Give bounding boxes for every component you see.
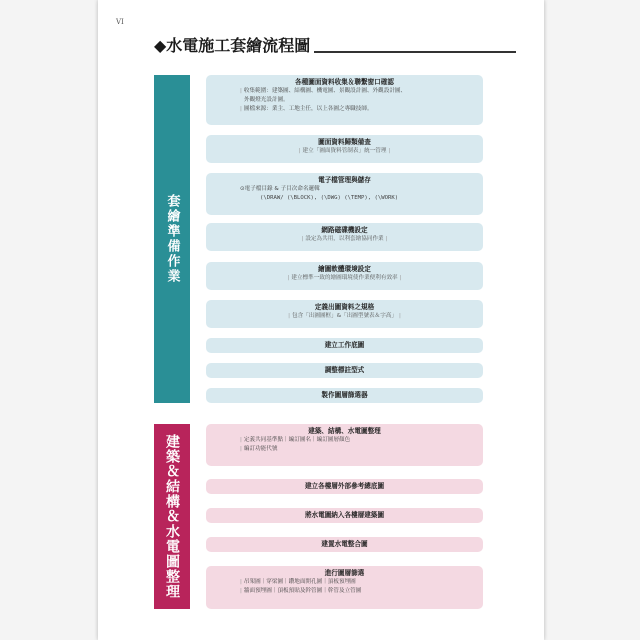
step-note: | 設定為共用，以利套繪協同作業 | (301, 236, 387, 242)
title-underline (314, 51, 516, 53)
step-software-setup (206, 262, 483, 290)
step-line: | 定義共同基準點｜編訂圖名｜編訂圖層顏色 (212, 436, 477, 445)
step-line: | 牆面預埋圖｜頂板預貼及幹管圖｜幹管及立管圖 (212, 587, 477, 596)
step-note: | 包含「出圖圖框」&「出圖型號表＆字高」 | (288, 313, 401, 319)
section-label-preparation: 套繪準備作業 (164, 194, 180, 284)
step-integrated-drawing (206, 537, 483, 552)
step-file-management (206, 173, 483, 215)
step-organize-drawings (206, 424, 483, 466)
step-title: 各種圖面資料收集＆聯繫窗口確認 (295, 78, 394, 86)
step-title: 將水電圖納入各樓層建築圖 (304, 511, 385, 519)
step-title: 建立工作底圖 (324, 341, 365, 349)
step-collect-drawings (206, 75, 483, 125)
step-base-drawing (206, 338, 483, 353)
step-title: 建立各樓層外部參考總底圖 (304, 482, 385, 490)
step-title: 圖面資料歸類備查 (318, 138, 371, 146)
page-number: VI (116, 18, 124, 26)
step-network-drive (206, 223, 483, 251)
step-line: ⊙電子檔目錄 & 子目次命名邏輯 (240, 186, 320, 192)
section-sidebar-preparation (154, 75, 190, 403)
step-title: 建築、結構、水電圖整理 (308, 427, 381, 435)
step-layer-filter (206, 388, 483, 403)
step-title: 電子檔管理與儲存 (318, 176, 371, 184)
step-dimension-style (206, 363, 483, 378)
step-line: | 收集範圍：建築圖、結構圖、機電圖、景觀設計圖、外觀設計圖、 (212, 87, 477, 96)
step-output-spec (206, 300, 483, 328)
step-title: 進行圖層篩選 (324, 569, 365, 577)
step-line: | 吊架圖｜穿梁圖｜鑽地面開孔圖｜頂板預埋圖 (212, 578, 477, 587)
book-page (98, 0, 544, 640)
step-title: 製作圖層篩選器 (321, 391, 368, 399)
step-title: 繪圖軟體環境設定 (318, 265, 371, 273)
step-line: (\DRAW/ (\BLOCK), (\DWG) (\TEMP), (\WORK) (260, 195, 399, 201)
step-note: | 建立標準一致的繪圖環境使作業便利有效率 | (287, 275, 401, 281)
step-line: | 圖檔來源：業主、工地主任，以上各圖之專職技師。 (212, 105, 477, 114)
step-note: | 建立「圖面資料管制表」統一管理 | (299, 148, 391, 154)
section-label-drawing-organization: 建築＆結構＆水電圖整理 (164, 434, 180, 599)
step-title: 調整標註型式 (324, 366, 365, 374)
section-sidebar-drawing-organization (154, 424, 190, 609)
step-line: | 編訂功能代號 (212, 445, 477, 454)
step-classify-drawings (206, 135, 483, 163)
step-layer-screening (206, 566, 483, 609)
step-title: 建置水電整合圖 (321, 540, 368, 548)
step-merge-mep (206, 508, 483, 523)
step-title: 網路磁碟機設定 (321, 226, 368, 234)
title-row (154, 34, 516, 56)
step-title: 定義出圖資料之規格 (314, 303, 375, 311)
page-title: ◆水電施工套繪流程圖 (154, 36, 311, 55)
step-line: 外觀燈光設計圖。 (244, 97, 289, 103)
step-xref-base (206, 479, 483, 494)
